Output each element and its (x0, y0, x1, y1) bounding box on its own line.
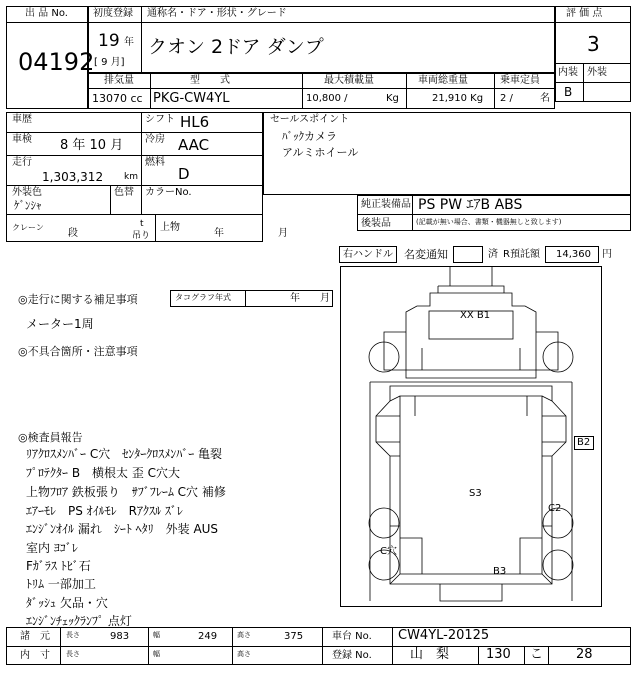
tacho-month: 月 (320, 293, 330, 304)
recycle-label: R預託額 (503, 249, 540, 260)
recycle-prefix: 済 (488, 249, 498, 260)
crane-step: 段 (68, 228, 78, 239)
shift-value: HL6 (180, 113, 210, 131)
shift-label: シフト (145, 114, 175, 125)
sales-point-item: ﾊﾞｯｸカメラ (282, 130, 337, 143)
capacity-value: 2 / (500, 93, 513, 104)
gross-weight-value: 21,910 Kg (432, 93, 484, 104)
max-load-label: 最大積載量 (324, 75, 374, 86)
damage-mark: XX B1 (460, 310, 491, 321)
report-line: ﾌﾟﾛﾃｸﾀｰ B 横根太 歪 C穴大 (26, 466, 181, 480)
upper-label: 上物 (160, 222, 180, 233)
lot-number: 04192 (18, 48, 95, 76)
reg-region: 山 梨 (410, 647, 450, 662)
max-load-value: 10,800 / (306, 93, 348, 104)
displacement-label: 排気量 (104, 75, 134, 86)
score-value: 3 (587, 32, 600, 56)
height-value: 375 (284, 631, 304, 642)
report-line: ｴｱｰﾓﾚ PS ｵｲﾙﾓﾚ Rｱｸｽﾙ ｽﾞﾚ (26, 504, 183, 518)
gross-weight-label: 車両総重量 (418, 75, 468, 86)
length-label: 長さ (66, 631, 80, 639)
crane-ton: t (140, 219, 144, 229)
max-load-unit: Kg (386, 93, 399, 104)
report-line: ｴﾝｼﾞﾝｵｲﾙ 漏れ ｼｰﾄ ﾍﾀﾘ 外装 AUS (26, 522, 219, 536)
model-label: 通称名・ドア・形状・グレード (147, 8, 287, 19)
reg-label: 登録 No. (332, 650, 372, 661)
damage-mark: B2 (577, 437, 591, 448)
color-code-label: カラーNo. (145, 187, 192, 198)
dims-label: 諸 元 (20, 631, 50, 642)
first-reg-label: 初度登録 (93, 8, 133, 19)
tacho-label: タコグラフ年式 (175, 293, 231, 302)
report-line: ﾀﾞｯｼｭ 欠品・穴 (26, 596, 108, 610)
equipment-value: PS PW ｴｱB ABS (418, 197, 523, 213)
report-line: Fｶﾞﾗｽ ﾄﾋﾞ石 (26, 559, 91, 573)
color-change-label: 色替 (114, 187, 134, 198)
supplement-text: メーター1周 (26, 317, 94, 331)
type-label: 型 式 (190, 75, 230, 86)
chassis-label: 車台 No. (332, 631, 372, 642)
model-name: クオン 2ドア ダンプ (148, 36, 324, 58)
interior-grade: B (564, 85, 573, 99)
exterior-label: 外装 (587, 67, 607, 78)
ac-label: 冷房 (145, 134, 165, 145)
ac-value: AAC (178, 136, 210, 154)
interior-label: 内装 (558, 67, 578, 78)
fuel-label: 燃料 (145, 157, 165, 168)
displacement-value: 13070 cc (92, 92, 143, 105)
first-reg-month: [ 9 月] (94, 57, 125, 68)
sales-points-label: セールスポイント (270, 114, 350, 125)
width-value: 249 (198, 631, 218, 642)
score-label: 評 価 点 (566, 8, 603, 19)
inspector-title: ◎検査員報告 (18, 431, 83, 444)
fuel-value: D (178, 165, 190, 183)
capacity-unit: 名 (540, 93, 550, 104)
capacity-label: 乗車定員 (500, 75, 540, 86)
tacho-year: 年 (290, 293, 300, 304)
report-line: ｴﾝｼﾞﾝﾁｪｯｸﾗﾝﾌﾟ 点灯 (26, 614, 132, 628)
crane-hang: 吊り (132, 231, 151, 241)
reg-kana: こ (530, 647, 544, 662)
mileage-unit: km (124, 172, 138, 182)
recycle-amount: 14,360 (556, 249, 591, 260)
upper-month: 月 (278, 228, 288, 239)
first-reg-year: 19 (98, 31, 120, 51)
inner-width-label: 幅 (153, 650, 160, 658)
recycle-unit: 円 (602, 249, 612, 260)
type-value: PKG-CW4YL (153, 91, 230, 106)
mileage-label: 走行 (12, 157, 32, 168)
defects-title: ◎不具合箇所・注意事項 (18, 345, 138, 358)
mileage-value: 1,303,312 (42, 170, 104, 184)
lot-no-label: 出 品 No. (25, 8, 68, 19)
history-label: 車歴 (12, 114, 32, 125)
length-value: 983 (110, 631, 130, 642)
damage-mark: C2 (548, 503, 562, 514)
name-change-label: 名変通知 (404, 248, 448, 261)
name-change-box (453, 246, 483, 263)
width-label: 幅 (153, 631, 160, 639)
chassis-value: CW4YL-20125 (398, 628, 490, 643)
damage-mark: C穴 (380, 546, 397, 557)
report-line: 室内 ﾖｺﾞﾚ (26, 541, 78, 555)
steering-value: 右ハンドル (343, 249, 393, 260)
sales-point-item: アルミホイール (282, 146, 359, 159)
report-line: ﾘｱｸﾛｽﾒﾝﾊﾞｰ C穴 ｾﾝﾀｰｸﾛｽﾒﾝﾊﾞｰ 亀裂 (26, 447, 223, 461)
color-value: ｹﾞﾝｼｬ (14, 199, 42, 212)
aftermarket-note: (記載が無い場合、書類・機器無しと致します) (416, 218, 562, 226)
year-unit: 年 (124, 37, 134, 48)
inspection-label: 車検 (12, 134, 32, 145)
inner-length-label: 長さ (66, 650, 80, 658)
reg-class: 130 (486, 647, 511, 662)
equipment-label: 純正装備品 (361, 199, 411, 210)
crane-label: クレーン (12, 223, 44, 232)
height-label: 高さ (237, 631, 251, 639)
damage-mark: B3 (493, 566, 507, 577)
report-line: ﾄﾘﾑ 一部加工 (26, 577, 96, 591)
report-line: 上物ﾌﾛｱ 鉄板張り ｻﾌﾞﾌﾚｰﾑ C穴 補修 (26, 485, 226, 499)
color-label: 外装色 (12, 187, 42, 198)
supplement-title: ◎走行に関する補足事項 (18, 293, 138, 306)
inner-height-label: 高さ (237, 650, 251, 658)
damage-mark: S3 (469, 488, 482, 499)
upper-year: 年 (214, 228, 224, 239)
aftermarket-label: 後装品 (361, 218, 391, 229)
inspection-value: 8 年 10 月 (60, 138, 124, 153)
reg-number: 28 (576, 647, 593, 662)
inner-label: 内 寸 (20, 650, 50, 661)
